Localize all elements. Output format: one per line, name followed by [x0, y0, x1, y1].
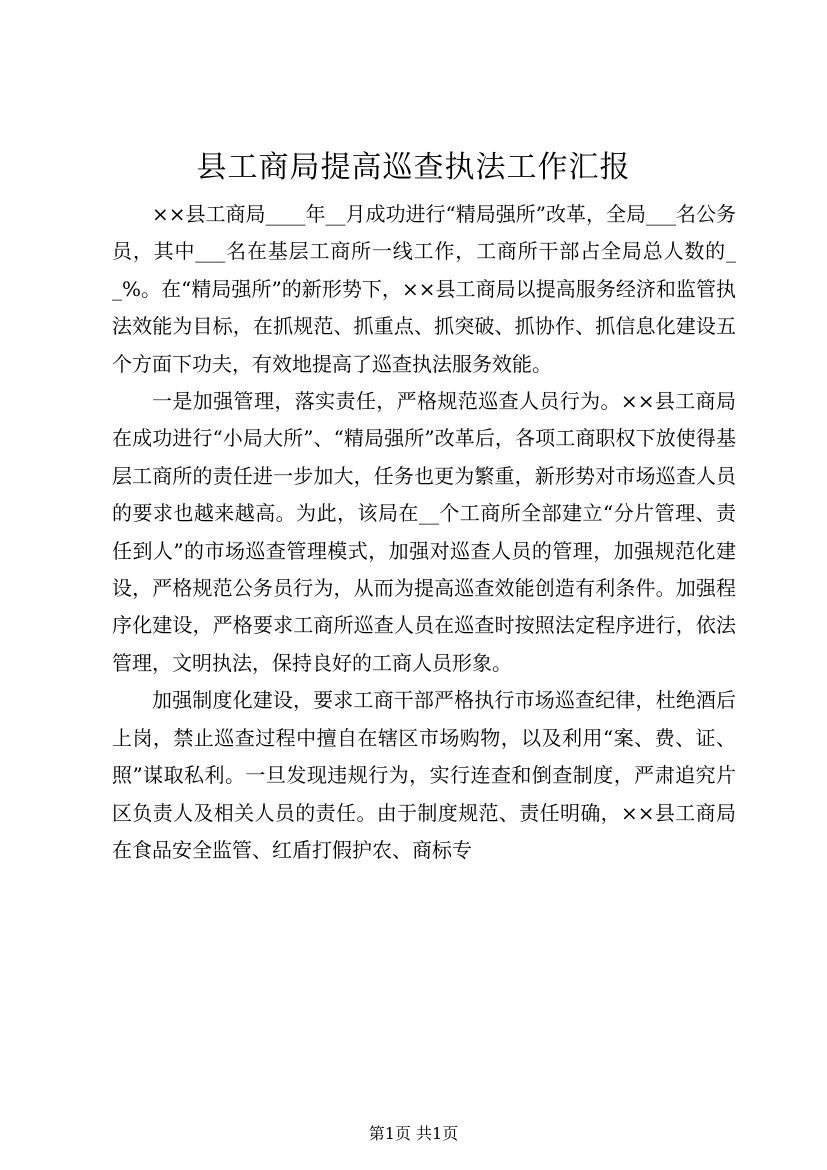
paragraph-management: 一是加强管理，落实责任，严格规范巡查人员行为。××县工商局在成功进行“小局大所”、“精局强所”改革后，各项工商职权下放使得基层工商所的责任进一步加大，任务也更为繁重，新形势对市场巡查人员的要求也越来越高。为此，该局在__个工商所全部建立“分片管理、责任到人”的市场巡查管理模式，加强对巡查人员的管理，加强规范化建设，严格规范公务员行为，从而为提高巡查效能创造有利条件。加强程序化建设，严格要求工商所巡查人员在巡查时按照法定程序进行，依法管理，文明执法，保持良好的工商人员形象。	[112, 389, 736, 675]
document-title: 县工商局提高巡查执法工作汇报	[196, 150, 631, 185]
page-footer: 第1页 共1页	[368, 1124, 459, 1143]
paragraph-regulation: 加强制度化建设，要求工商干部严格执行市场巡查纪律，杜绝酒后上岗，禁止巡查过程中擅自在辖区市场购物，以及利用“案、费、证、照”谋取私利。一旦发现违规行为，实行连查和倒查制度，严肃追究片区负责人及相关人员的责任。由于制度规范、责任明确，××县工商局在食品安全监管、红盾打假护农、商标专	[112, 688, 736, 862]
paragraph-intro: ××县工商局____年__月成功进行“精局强所”改革，全局___名公务员，其中___名在基层工商所一线工作，工商所干部占全局总人数的__%。在“精局强所”的新形势下，××县工商局以提高服务经济和监管执法效能为目标，在抓规范、抓重点、抓突破、抓协作、抓信息化建设五个方面下功夫，有效地提高了巡查执法服务效能。	[112, 202, 736, 376]
document-body	[112, 196, 736, 869]
